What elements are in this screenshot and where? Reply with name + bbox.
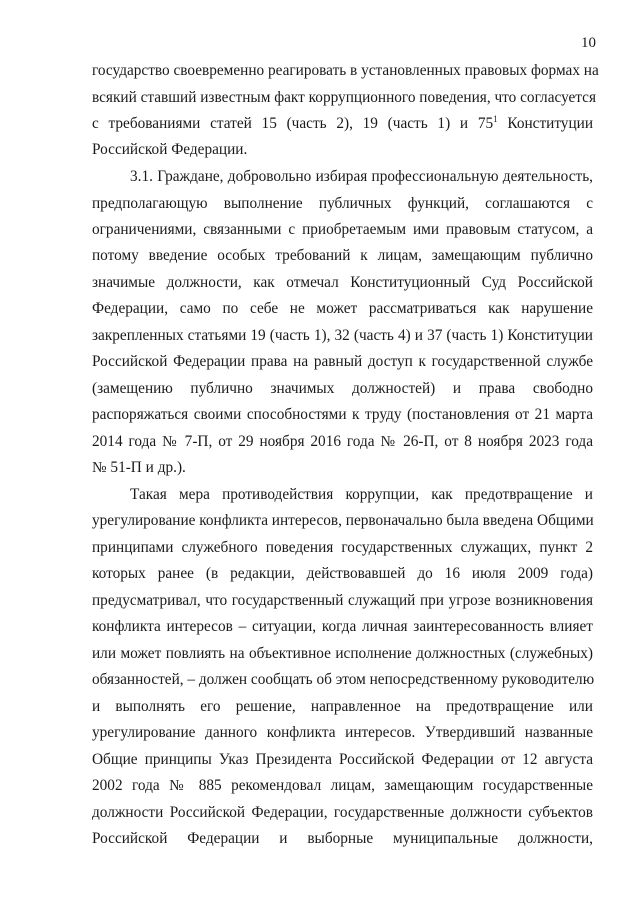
text-line: ограничениями, связанными с приобретаемым ими правовым статусом, а [92,221,593,238]
text-line: закрепленных статьями 19 (часть 1), 32 (часть 4) и 37 (часть 1) Конституции [92,327,593,344]
text-line: всякий ставший известным факт коррупционного поведения, что согласуется [92,89,597,106]
text-line: Российской Федерации права на равный доступ к государственной службе [92,353,593,370]
text-line: Общие принципы Указ Президента Российской Федерации от 12 августа [92,751,593,768]
superscript: 1 [493,114,498,124]
text-line: Федерации, само по себе не может рассматриваться как нарушение [92,300,593,317]
page-number: 10 [581,35,596,51]
text-line: Российской Федерации и выборные муниципальные должности, [92,830,593,847]
text-line: урегулирование конфликта интересов, первоначально была введена Общими [92,512,594,529]
text-line: должности Российской Федерации, государственные должности субъектов [92,804,593,821]
text-line: обязанностей, – должен сообщать об этом непосредственному руководителю [92,671,595,688]
text-line-with-superscript [92,115,593,133]
text-segment: с требованиями статей 15 (часть 2), 19 (часть 1) и 75 [92,115,494,132]
text-line: распоряжаться своими способностями к труду (постановления от 21 марта [92,406,593,423]
text-line: принципами служебного поведения государственных служащих, пункт 2 [92,539,593,556]
text-line: (замещению публично значимых должностей) и права свободно [92,380,593,397]
paragraph-first-line: Такая мера противодействия коррупции, как предотвращение и [130,486,593,503]
text-line: значимые должности, как отмечал Конституционный Суд Российской [92,274,593,291]
text-line: государство своевременно реагировать в установленных правовых формах на [92,62,599,79]
text-line: 2002 года № 885 рекомендовал лицам, замещающим государственные [92,777,593,794]
text-line: потому введение особых требований к лицам, замещающим публично [92,247,593,264]
text-line: которых ранее (в редакции, действовавшей до 16 июля 2009 года) [92,565,593,582]
text-line: 2014 года № 7-П, от 29 ноября 2016 года № 26-П, от 8 ноября 2023 года [92,433,593,450]
text-segment: Конституции [497,115,594,132]
text-line: урегулирование данного конфликта интересов. Утвердивший названные [92,724,593,741]
text-line: и выполнять его решение, направленное на предотвращение или [92,698,593,715]
text-line: конфликта интересов – ситуации, когда личная заинтересованность влияет [92,618,593,635]
text-line: или может повлиять на объективное исполнение должностных (служебных) [92,645,593,662]
paragraph-first-line: 3.1. Граждане, добровольно избирая профессиональную деятельность, [130,168,593,185]
text-line: предусматривал, что государственный служащий при угрозе возникновения [92,592,593,609]
text-line: № 51-П и др.). [92,459,186,476]
text-line: предполагающую выполнение публичных функций, соглашаются с [92,195,593,212]
text-line: Российской Федерации. [92,141,248,158]
